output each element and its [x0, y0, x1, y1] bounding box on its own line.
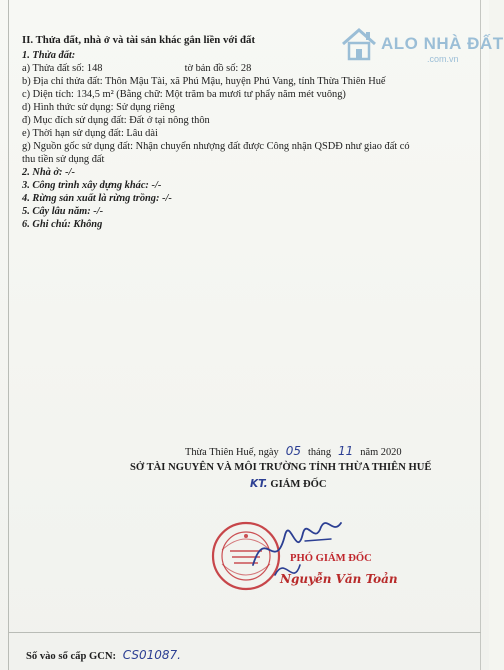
land-origin-line1: g) Nguồn gốc sử dụng đất: Nhận chuyển nhượng đất được Công nhận QSDĐ như giao đất có: [22, 141, 410, 152]
gcn-registry: [26, 648, 181, 662]
parcel-row: [22, 62, 472, 75]
section-title: II. Thửa đất, nhà ở và tài sản khác gắn liền với đất: [22, 34, 256, 46]
parcel-number: a) Thửa đất số: 148: [22, 63, 103, 74]
watermark-brand: ALO NHÀ ĐẤT: [381, 34, 504, 53]
parcel-address: b) Địa chỉ thửa đất: Thôn Mậu Tài, xã Phú Mậu, huyện Phú Vang, tỉnh Thừa Thiên Huế: [22, 76, 386, 87]
director-title: [250, 478, 327, 490]
issue-date: [185, 444, 402, 458]
deputy-director-title: PHÓ GIÁM ĐỐC: [290, 553, 372, 564]
issue-month: 11: [338, 444, 354, 458]
issuing-agency: SỞ TÀI NGUYÊN VÀ MÔI TRƯỜNG TỈNH THỪA THIÊN HUẾ: [130, 462, 432, 473]
perennial-trees-item: 5. Cây lâu năm: -/-: [22, 206, 104, 217]
director-label: GIÁM ĐỐC: [270, 479, 327, 490]
usage-term: e) Thời hạn sử dụng đất: Lâu dài: [22, 128, 158, 139]
land-origin-line2: thu tiền sử dụng đất: [22, 154, 105, 165]
month-label: tháng: [307, 447, 332, 458]
page-border-bottom: [8, 632, 481, 633]
map-sheet-number: tờ bản đồ số: 28: [184, 63, 252, 74]
year-label: năm 2020: [360, 447, 402, 458]
gcn-label: Số vào sổ cấp GCN:: [26, 651, 117, 662]
page-border-right: [480, 0, 481, 670]
usage-form: d) Hình thức sử dụng: Sử dụng riêng: [22, 102, 175, 113]
forest-item: 4. Rừng sản xuất là rừng trồng: -/-: [22, 193, 172, 204]
gcn-number: CS01087.: [122, 648, 181, 662]
kt-mark: KT.: [250, 478, 268, 490]
land-heading: 1. Thửa đất:: [22, 50, 76, 61]
other-works-item: 3. Công trình xây dựng khác: -/-: [22, 180, 162, 191]
issue-day: 05: [285, 444, 301, 458]
parcel-area: c) Diện tích: 134,5 m² (Bằng chữ: Một trăm ba mươi tư phẩy năm mét vuông): [22, 89, 346, 100]
page-border-left: [8, 0, 9, 670]
deputy-director-name: Nguyễn Văn Toản: [280, 572, 398, 586]
house-item: 2. Nhà ở: -/-: [22, 167, 75, 178]
usage-purpose: đ) Mục đích sử dụng đất: Đất ở tại nông thôn: [22, 115, 210, 126]
notes-item: 6. Ghi chú: Không: [22, 219, 103, 230]
watermark-site: .com.vn: [427, 54, 459, 64]
issue-place: Thừa Thiên Huế, ngày: [185, 447, 279, 458]
land-section: [22, 34, 472, 231]
